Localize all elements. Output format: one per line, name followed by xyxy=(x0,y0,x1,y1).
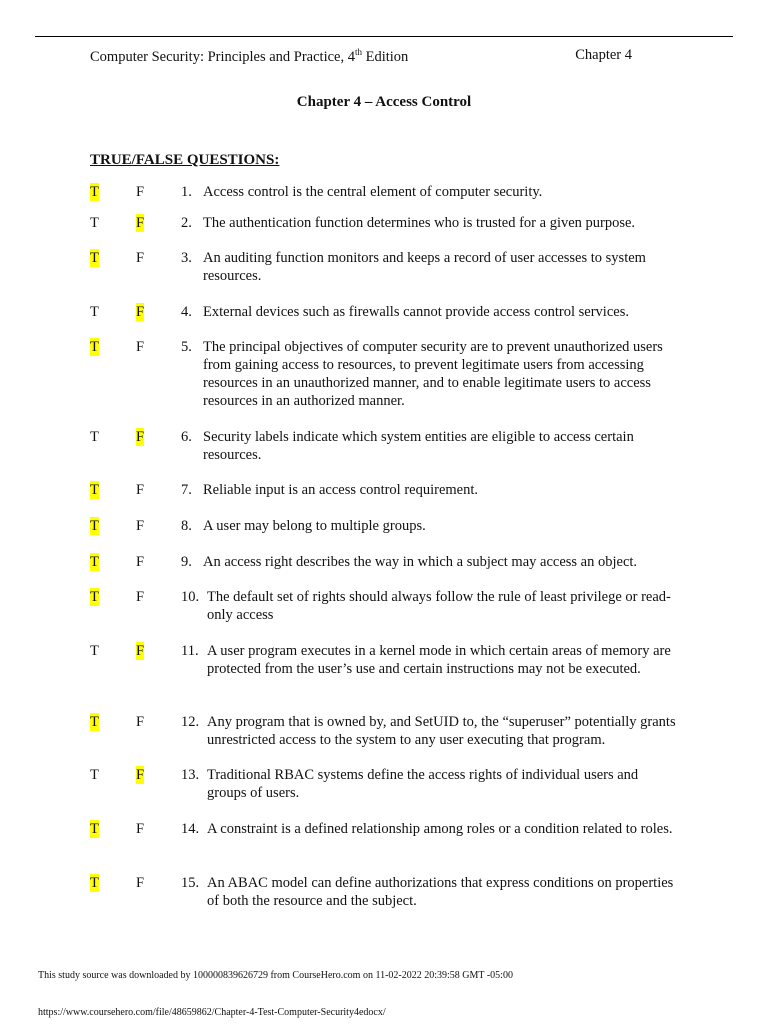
true-option-highlighted: T xyxy=(90,875,99,891)
header-rule xyxy=(35,36,733,37)
true-option-highlighted: T xyxy=(90,821,99,837)
question-number: 4. xyxy=(181,304,192,320)
edition-superscript: th xyxy=(354,47,362,57)
false-option: F xyxy=(136,554,145,570)
false-option: F xyxy=(136,339,145,355)
true-option-highlighted: T xyxy=(90,339,99,355)
false-option: F xyxy=(136,714,145,730)
question-number: 14. xyxy=(181,821,200,837)
question-text: Access control is the central element of computer security. xyxy=(203,184,543,200)
false-option-highlighted: F xyxy=(136,767,145,783)
question-text: A constraint is a defined relationship among roles or a condition related to roles. xyxy=(207,821,673,837)
false-option-highlighted: F xyxy=(136,643,145,659)
false-option-highlighted: F xyxy=(136,429,145,445)
true-option-highlighted: T xyxy=(90,482,99,498)
question-number: 12. xyxy=(181,714,200,730)
question-number: 10. xyxy=(181,589,200,605)
true-option: T xyxy=(90,304,99,320)
question-text: An ABAC model can define authorizations that express conditions on properties of both the resource and the subject. xyxy=(207,875,674,909)
question-number: 1. xyxy=(181,184,192,200)
section-heading: TRUE/FALSE QUESTIONS: xyxy=(90,152,280,168)
question-number: 13. xyxy=(181,767,200,783)
document-title: Chapter 4 – Access Control xyxy=(296,94,472,110)
header-chapter: Chapter 4 xyxy=(575,47,632,63)
question-text: Security labels indicate which system entities are eligible to access certain resources. xyxy=(203,429,634,463)
false-option: F xyxy=(136,821,145,837)
question-text: External devices such as firewalls cannot provide access control services. xyxy=(203,304,629,320)
question-text: An access right describes the way in which a subject may access an object. xyxy=(203,554,638,570)
question-text: Any program that is owned by, and SetUID to, the “superuser” potentially grants unrestricted access to the system to any user executing that program. xyxy=(207,714,676,748)
question-number: 6. xyxy=(181,429,192,445)
running-header xyxy=(90,47,632,67)
question-text: Traditional RBAC systems define the access rights of individual users and groups of users. xyxy=(207,767,639,801)
question-number: 7. xyxy=(181,482,192,498)
false-option: F xyxy=(136,875,145,891)
true-option-highlighted: T xyxy=(90,714,99,730)
source-url[interactable]: https://www.coursehero.com/file/48659862/Chapter-4-Test-Computer-Security4edocx/ xyxy=(38,1007,386,1018)
question-number: 9. xyxy=(181,554,192,570)
question-text: A user may belong to multiple groups. xyxy=(203,518,426,534)
true-option-highlighted: T xyxy=(90,554,99,570)
true-option-highlighted: T xyxy=(90,184,99,200)
true-option-highlighted: T xyxy=(90,589,99,605)
question-number: 3. xyxy=(181,250,192,266)
question-text: The principal objectives of computer security are to prevent unauthorized users from gaining access to resources, to prevent legitimate users from accessing resources in an unauthorized manner, and to enable legitimate users to access resources in an authorized manner. xyxy=(203,339,663,409)
true-option-highlighted: T xyxy=(90,518,99,534)
true-option: T xyxy=(90,767,99,783)
false-option: F xyxy=(136,184,145,200)
question-number: 2. xyxy=(181,215,192,231)
true-option: T xyxy=(90,643,99,659)
question-number: 15. xyxy=(181,875,200,891)
false-option: F xyxy=(136,250,145,266)
question-text: The authentication function determines who is trusted for a given purpose. xyxy=(203,215,636,231)
question-number: 5. xyxy=(181,339,192,355)
download-notice: This study source was downloaded by 100000839626729 from CourseHero.com on 11-02-2022 20:39:58 GMT -05:00 xyxy=(38,970,513,981)
false-option: F xyxy=(136,482,145,498)
false-option: F xyxy=(136,518,145,534)
question-text: A user program executes in a kernel mode in which certain areas of memory are protected from the user’s use and certain instructions may not be executed. xyxy=(207,643,671,677)
true-option: T xyxy=(90,429,99,445)
question-number: 8. xyxy=(181,518,192,534)
question-text: An auditing function monitors and keeps a record of user accesses to system resources. xyxy=(203,250,646,284)
question-text: The default set of rights should always follow the rule of least privilege or read-only access xyxy=(207,589,671,623)
book-title: Computer Security: Principles and Practice, 4th Edition xyxy=(90,47,409,65)
false-option-highlighted: F xyxy=(136,304,145,320)
true-option-highlighted: T xyxy=(90,250,99,266)
false-option-highlighted: F xyxy=(136,215,145,231)
question-text: Reliable input is an access control requirement. xyxy=(203,482,479,498)
question-number: 11. xyxy=(181,643,199,659)
false-option: F xyxy=(136,589,145,605)
true-option: T xyxy=(90,215,99,231)
